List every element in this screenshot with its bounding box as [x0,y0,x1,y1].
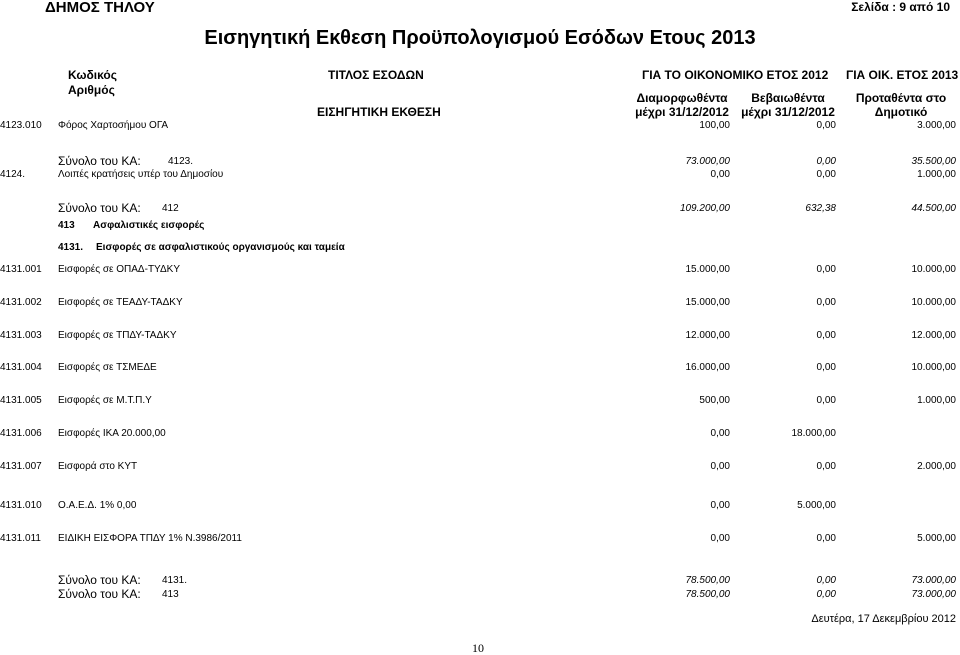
subtotal-code: 4123. [168,156,194,167]
total-confirmed: 0,00 [816,589,836,600]
subtotal-confirmed: 632,38 [805,203,836,214]
row-formed: 12.000,00 [685,330,730,341]
row-confirmed-shifted: 0,00 [710,500,730,511]
row-title: Εισφορές ΙΚΑ 20.000,00 [58,428,166,439]
row-formed: 16.000,00 [685,362,730,373]
page-title: Εισηγητική Εκθεση Προϋπολογισμού Εσόδων Ετους 2013 [204,27,756,49]
row-proposed-shifted: 18.000,00 [791,428,836,439]
row-formed: 0,00 [710,169,730,180]
row-formed: 15.000,00 [685,264,730,275]
row-code: 4131.003 [0,330,42,341]
subtotal-proposed: 44.500,00 [911,203,956,214]
col-proposed-line1: Προταθέντα στο [855,91,947,105]
row-title: Εισφορές σε ΤΣΜΕΔΕ [58,362,157,373]
row-code: 4131.001 [0,264,42,275]
col-formed-line1: Διαμορφωθέντα [636,91,728,105]
col-formed-line2: μέχρι 31/12/2012 [635,105,729,119]
row-proposed: 3.000,00 [917,120,956,131]
row-code: 4131.006 [0,428,42,439]
subtotal-label: Σύνολο του ΚΑ: [58,201,141,215]
group-code: 4131. [58,242,84,253]
col-code-line2: Αριθμός [68,83,115,97]
municipality-name: ΔΗΜΟΣ ΤΗΛΟΥ [45,0,155,16]
total-proposed: 73.000,00 [911,575,956,586]
row-proposed-shifted: 0,00 [816,533,836,544]
row-formed: 15.000,00 [685,297,730,308]
row-proposed: 10.000,00 [911,297,956,308]
row-formed: 100,00 [699,120,730,131]
subtotal-formed: 109.200,00 [679,203,730,214]
subtotal-proposed: 35.500,00 [911,156,956,167]
row-proposed: 5.000,00 [917,533,956,544]
subtotal-label: Σύνολο του ΚΑ: [58,154,141,168]
row-proposed-shifted: 0,00 [816,461,836,472]
row-code: 4124. [0,169,26,180]
row-title: Λοιπές κρατήσεις υπέρ του Δημοσίου [58,169,224,180]
total-code: 413 [162,589,179,600]
report-date: Δευτέρα, 17 Δεκεμβρίου 2012 [811,613,956,625]
row-confirmed: 0,00 [816,297,836,308]
row-confirmed-shifted: 0,00 [710,533,730,544]
col-confirmed-line1: Βεβαιωθέντα [751,91,825,105]
row-proposed-shifted: 5.000,00 [797,500,836,511]
row-confirmed: 0,00 [816,330,836,341]
row-proposed: 10.000,00 [911,362,956,373]
row-title: Ο.Α.Ε.Δ. 1% 0,00 [58,500,137,511]
row-title: Εισφορές σε Μ.Τ.Π.Υ [58,395,152,406]
row-title: Εισφορές σε ΤΕΑΔΥ-ΤΑΔΚΥ [58,297,183,308]
col-confirmed-line2: μέχρι 31/12/2012 [741,105,835,119]
row-confirmed: 0,00 [816,395,836,406]
total-formed: 78.500,00 [685,575,730,586]
row-confirmed: 0,00 [816,362,836,373]
subtotal-code: 412 [162,203,179,214]
col-title: ΤΙΤΛΟΣ ΕΣΟΔΩΝ [328,68,424,82]
total-label: Σύνολο του ΚΑ: [58,587,141,601]
col-fiscal-year: ΓΙΑ ΤΟ ΟΙΚΟΝΟΜΙΚΟ ΕΤΟΣ 2012 [642,68,829,82]
row-code: 4131.004 [0,362,42,373]
col-proposed-line2: Δημοτικό [874,105,928,119]
row-title: Εισφορά στο ΚΥΤ [58,461,138,472]
row-proposed: 1.000,00 [917,395,956,406]
total-proposed: 73.000,00 [911,589,956,600]
row-code: 4131.011 [0,533,41,544]
row-code: 4131.002 [0,297,42,308]
row-code: 4131.010 [0,500,42,511]
row-proposed: 2.000,00 [917,461,956,472]
row-proposed: 12.000,00 [911,330,956,341]
row-confirmed: 0,00 [816,264,836,275]
row-formed: 500,00 [699,395,730,406]
row-confirmed-shifted: 0,00 [710,461,730,472]
total-formed: 78.500,00 [685,589,730,600]
col-next-year: ΓΙΑ ΟΙΚ. ΕΤΟΣ 2013 [846,68,959,82]
group-title: Εισφορές σε ασφαλιστικούς οργανισμούς και ταμεία [96,242,345,253]
row-title: ΕΙΔΙΚΗ ΕΙΣΦΟΡΑ ΤΠΔΥ 1% Ν.3986/2011 [58,533,242,544]
group-title: Ασφαλιστικές εισφορές [93,220,205,231]
subtotal-formed: 73.000,00 [685,156,730,167]
col-report: ΕΙΣΗΓΗΤΙΚΗ ΕΚΘΕΣΗ [317,105,441,119]
row-confirmed: 0,00 [816,120,836,131]
row-confirmed: 0,00 [816,169,836,180]
row-proposed: 10.000,00 [911,264,956,275]
row-code: 4131.007 [0,461,42,472]
subtotal-confirmed: 0,00 [816,156,836,167]
total-confirmed: 0,00 [816,575,836,586]
row-title: Φόρος Χαρτοσήμου ΟΓΑ [58,120,169,131]
row-code: 4123.010 [0,120,42,131]
row-title: Εισφορές σε ΤΠΔΥ-ΤΑΔΚΥ [58,330,177,341]
total-code: 4131. [162,575,188,586]
page-number: 10 [472,641,484,655]
row-confirmed-shifted: 0,00 [710,428,730,439]
row-code: 4131.005 [0,395,42,406]
col-code-line1: Κωδικός [68,68,118,82]
row-title: Εισφορές σε ΟΠΑΔ-ΤΥΔΚΥ [58,264,180,275]
group-code: 413 [58,220,75,231]
row-proposed: 1.000,00 [917,169,956,180]
page-indicator: Σελίδα : 9 από 10 [851,0,950,14]
total-label: Σύνολο του ΚΑ: [58,573,141,587]
